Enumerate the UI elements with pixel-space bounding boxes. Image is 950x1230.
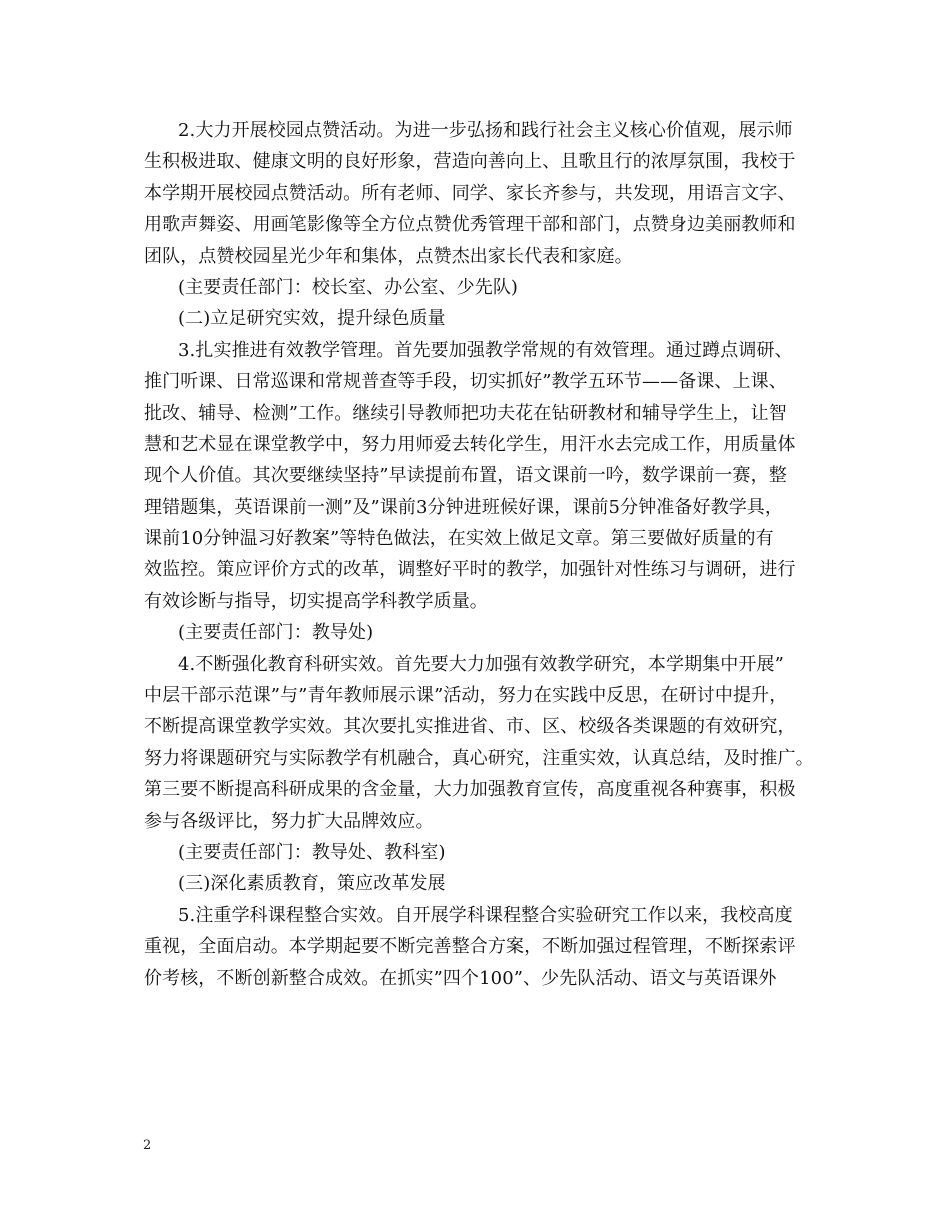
- paragraph-line: 团队，点赞校园星光少年和集体，点赞杰出家长代表和家庭。: [144, 245, 633, 267]
- responsible-dept-line: (主要责任部门：教导处、教科室): [178, 841, 446, 863]
- paragraph-line: 中层干部示范课”与”青年教师展示课”活动，努力在实践中反思，在研讨中提升，: [144, 685, 788, 707]
- paragraph-line: 5.注重学科课程整合实效。自开展学科课程整合实验研究工作以来，我校高度: [178, 904, 793, 926]
- paragraph-line: 理错题集，英语课前一测”及”课前3分钟进班候好课，课前5分钟准备好教学具，: [144, 496, 784, 518]
- paragraph-line: 4.不断强化教育科研实效。首先要大力加强有效教学研究，本学期集中开展”: [178, 653, 784, 675]
- paragraph-line: 本学期开展校园点赞活动。所有老师、同学、家长齐参与，共发现，用语言文字、: [144, 182, 796, 204]
- paragraph-line: 慧和艺术显在课堂教学中，努力用师爱去转化学生，用汗水去完成工作，用质量体: [144, 433, 796, 455]
- responsible-dept-line: (主要责任部门：校长室、办公室、少先队): [178, 276, 519, 298]
- section-heading: (三)深化素质教育，策应改革发展: [178, 873, 446, 895]
- page-number: 2: [143, 1138, 152, 1153]
- paragraph-line: 价考核，不断创新整合成效。在抓实”四个100”、少先队活动、语文与英语课外: [144, 967, 777, 989]
- paragraph-line: 课前10分钟温习好教案”等特色做法，在实效上做足文章。第三要做好质量的有: [144, 528, 774, 550]
- paragraph-line: 批改、辅导、检测”工作。继续引导教师把功夫花在钻研教材和辅导学生上，让智: [144, 402, 787, 424]
- paragraph-line: 推门听课、日常巡课和常规普查等手段，切实抓好”教学五环节——备课、上课、: [144, 371, 787, 393]
- paragraph-line: 努力将课题研究与实际教学有机融合，真心研究，注重实效，认真总结，及时推广。: [144, 747, 814, 769]
- paragraph-line: 不断提高课堂教学实效。其次要扎实推进省、市、区、校级各类课题的有效研究，: [144, 716, 796, 738]
- paragraph-line: 效监控。策应评价方式的改革，调整好平时的教学，加强针对性练习与调研，进行: [144, 559, 796, 581]
- paragraph-line: 生积极进取、健康文明的良好形象，营造向善向上、且歌且行的浓厚氛围，我校于: [144, 151, 796, 173]
- paragraph-line: 现个人价值。其次要继续坚持”早读提前布置，语文课前一吟，数学课前一赛，整: [144, 465, 787, 487]
- paragraph-line: 2.大力开展校园点赞活动。为进一步弘扬和践行社会主义核心价值观，展示师: [178, 120, 793, 141]
- section-heading: (二)立足研究实效，提升绿色质量: [178, 308, 446, 330]
- paragraph-line: 3.扎实推进有效教学管理。首先要加强教学常规的有效管理。通过蹲点调研、: [178, 339, 793, 361]
- paragraph-line: 第三要不断提高科研成果的含金量，大力加强教育宣传，高度重视各种赛事，积极: [144, 779, 796, 801]
- paragraph-line: 有效诊断与指导，切实提高学科教学质量。: [144, 590, 488, 612]
- paragraph-line: 用歌声舞姿、用画笔影像等全方位点赞优秀管理干部和部门，点赞身边美丽教师和: [144, 214, 796, 236]
- responsible-dept-line: (主要责任部门：教导处): [178, 622, 374, 644]
- paragraph-line: 重视，全面启动。本学期起要不断完善整合方案，不断加强过程管理，不断探索评: [144, 936, 796, 958]
- document-body: [144, 115, 824, 994]
- paragraph-line: 参与各级评比，努力扩大品牌效应。: [144, 810, 434, 832]
